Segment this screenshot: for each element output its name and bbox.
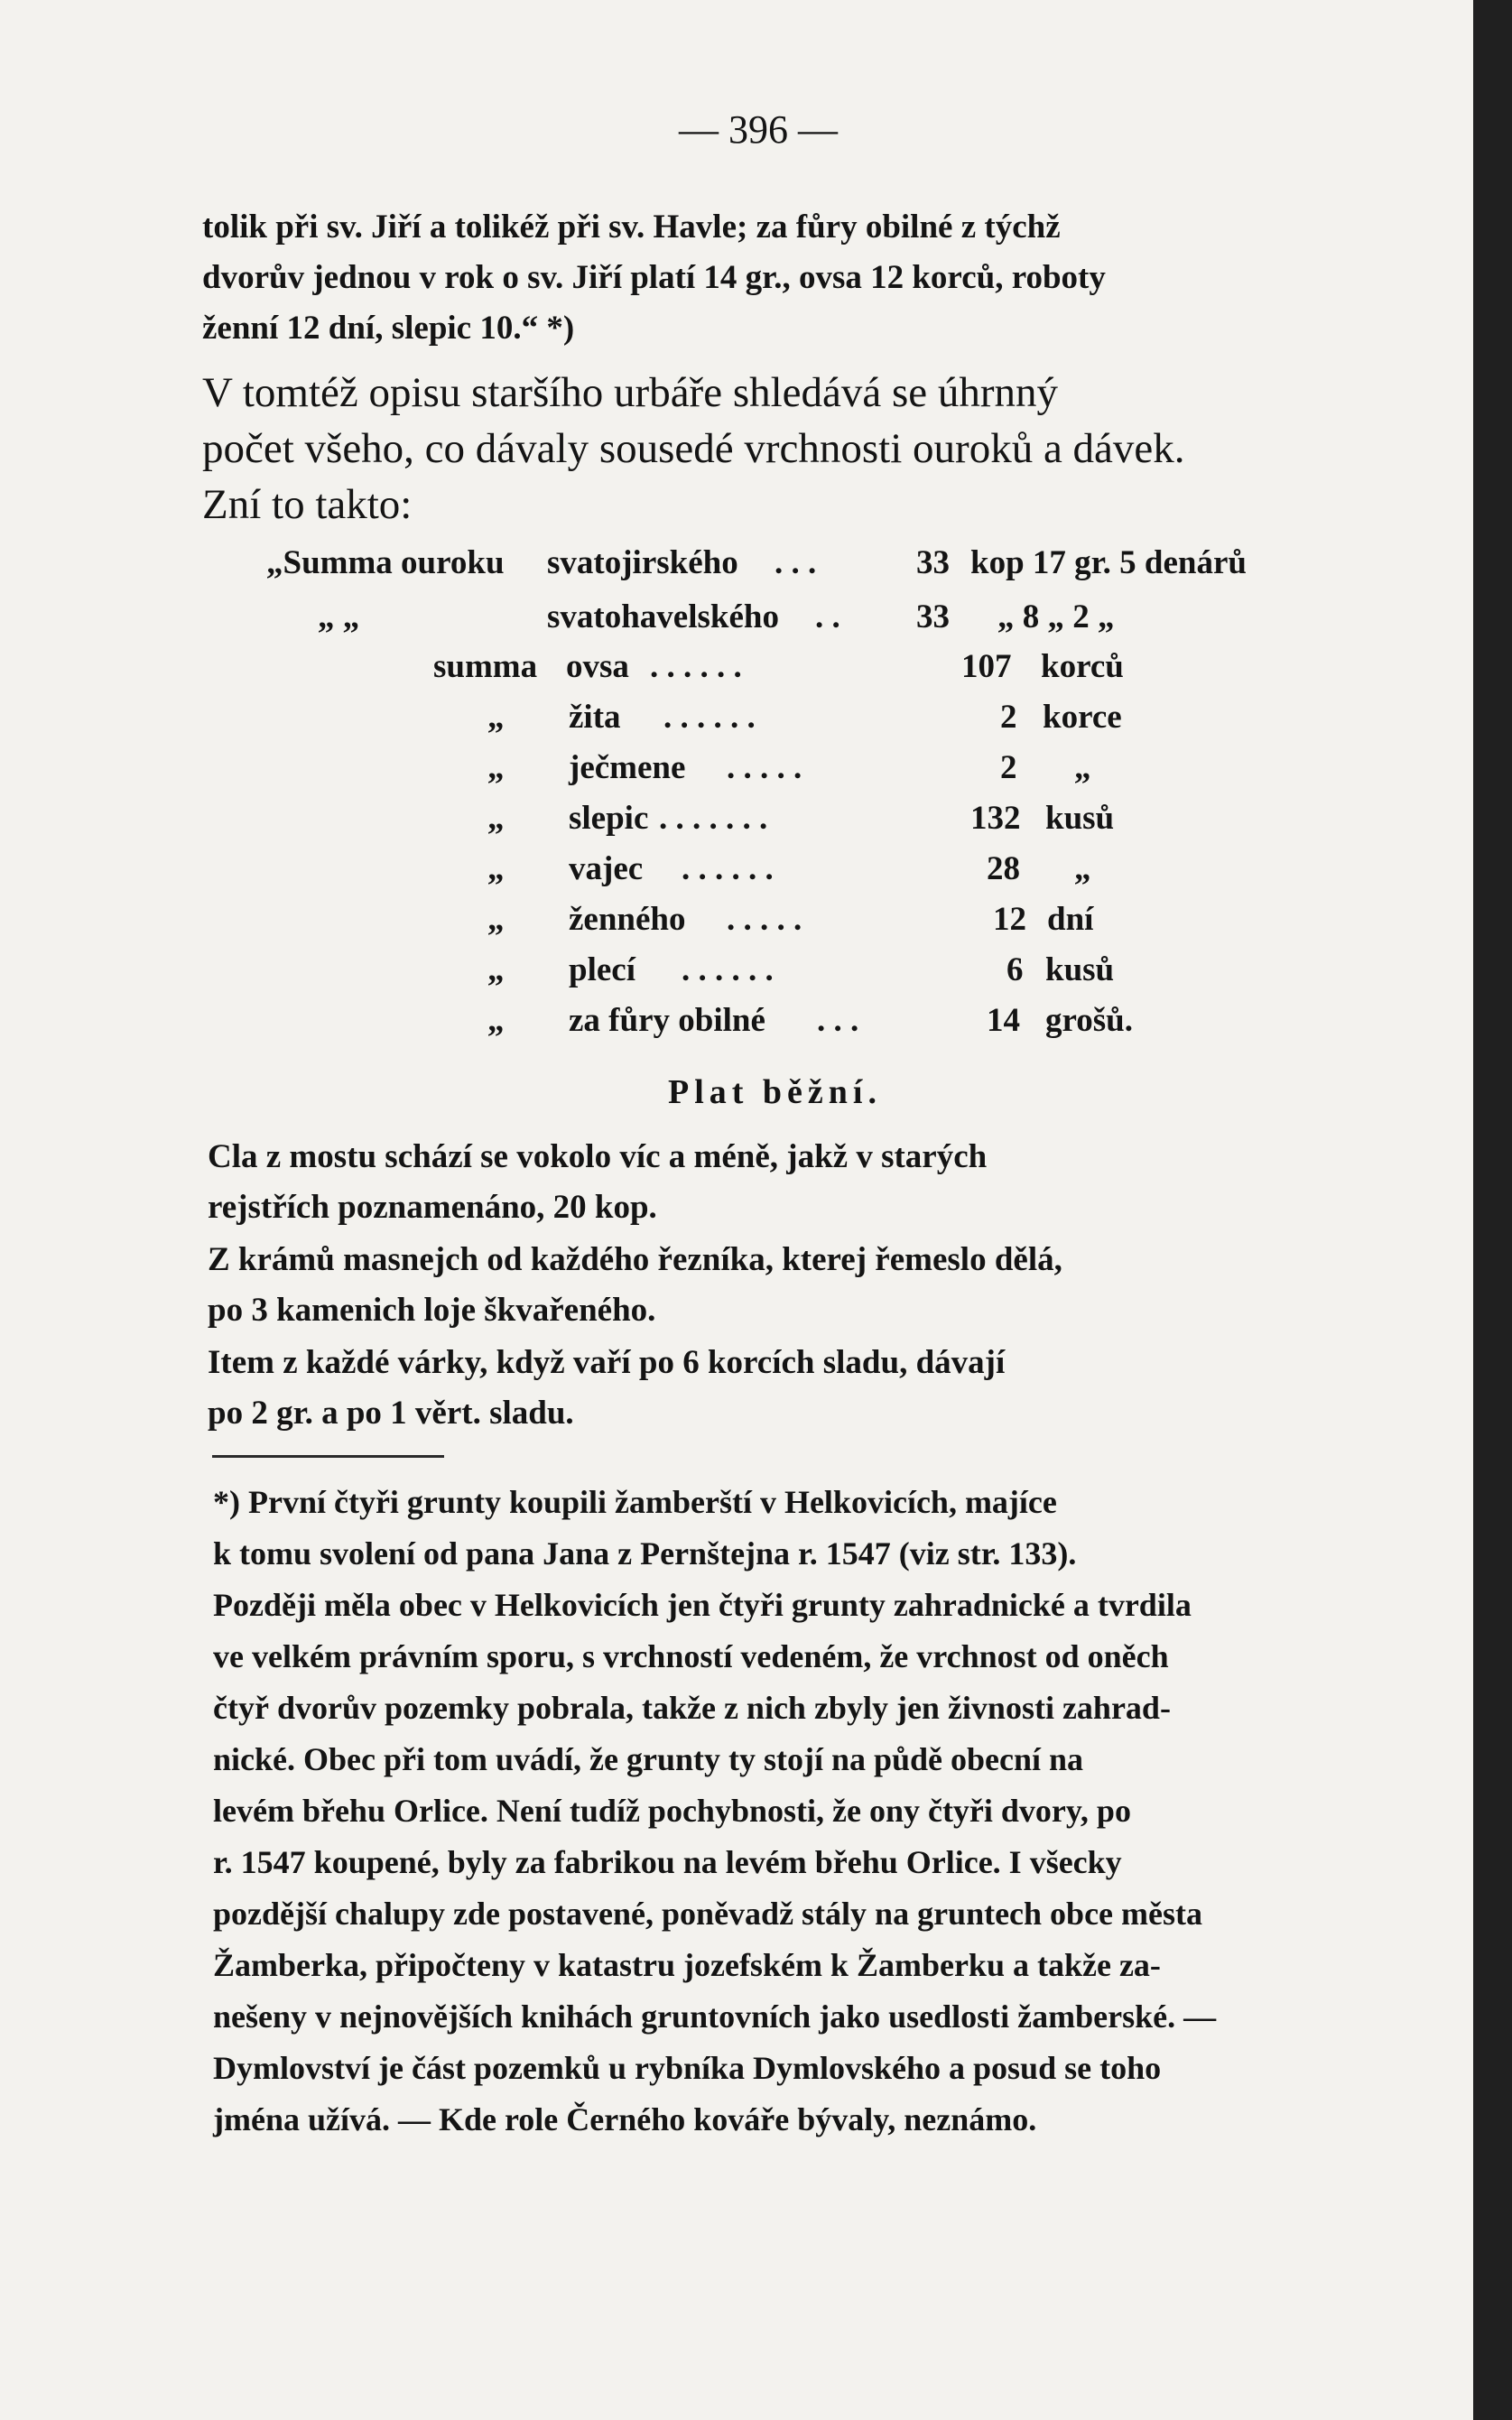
summary-prefix: „ „ [318, 598, 360, 635]
summary-amount: 107 [961, 648, 1012, 685]
summary-prefix: „ [487, 800, 505, 837]
summary-dots: . . [815, 598, 840, 635]
summary-amount: 33 [916, 544, 950, 581]
main-line: Zní to takto: [202, 481, 413, 528]
payment-paragraph [208, 1235, 1368, 1336]
summary-unit: „ [1074, 749, 1091, 786]
summary-item: ječmene [569, 749, 686, 786]
summary-item: ovsa [566, 648, 629, 685]
summary-amount: 33 [916, 598, 950, 635]
summary-prefix: „ [487, 850, 505, 887]
summary-prefix: „ [487, 901, 505, 938]
footnote-line: nické. Obec při tom uvádí, že grunty ty stojí na půdě obecní na [213, 1741, 1084, 1777]
summary-amount: 132 [970, 800, 1021, 837]
summary-amount: 2 [1000, 699, 1017, 736]
summary-item: plecí [569, 951, 635, 988]
summary-amount: 2 [1000, 749, 1017, 786]
summary-item: svatojirského [547, 544, 738, 581]
summary-unit: kop 17 gr. 5 denárů [970, 544, 1248, 581]
footnote-line: pozdější chalupy zde postavené, poněvadž stály na gruntech obce města [213, 1896, 1202, 1932]
footnote-line: levém břehu Orlice. Není tudíž pochybnosti, že ony čtyři dvory, po [213, 1793, 1131, 1829]
summary-prefix: „ [487, 1002, 505, 1039]
summary-unit: kusů [1045, 951, 1115, 988]
summary-dots: . . . . . . [650, 648, 742, 685]
footnote-line: Dymlovství je část pozemků u rybníka Dymlovského a posud se toho [213, 2050, 1162, 2086]
summary-unit: kusů [1045, 800, 1115, 837]
summary-unit: grošů. [1045, 1002, 1133, 1039]
summary-unit: „ 8 „ 2 „ [997, 598, 1115, 635]
summary-prefix: „ [487, 951, 505, 988]
summary-amount: 6 [1006, 951, 1024, 988]
payment-line: po 2 gr. a po 1 věrt. sladu. [208, 1395, 574, 1432]
footnote-line: nešeny v nejnovějších knihách gruntovních jako usedlosti žamberské. — [213, 1998, 1217, 2035]
payment-paragraph [208, 1132, 1368, 1233]
summary-dots: . . . . . . [682, 850, 774, 887]
footnote-line: ve velkém právním sporu, s vrchností vedeném, že vrchnost od oněch [213, 1638, 1169, 1674]
main-paragraph [202, 365, 1362, 533]
payment-paragraph [208, 1338, 1368, 1439]
summary-amount: 12 [993, 901, 1026, 938]
summary-prefix: summa [433, 648, 538, 685]
footnote-line: *) První čtyři grunty koupili žamberští v Helkovicích, majíce [213, 1484, 1057, 1520]
summary-unit: korců [1041, 648, 1124, 685]
summary-dots: . . . [817, 1002, 859, 1039]
footnote [213, 1477, 1364, 2146]
footnote-line: k tomu svolení od pana Jana z Pernštejna r. 1547 (viz str. 133). [213, 1535, 1077, 1572]
summary-dots: . . . . . [727, 901, 802, 938]
summary-item: slepic [569, 800, 649, 837]
summary-item: ženného [569, 901, 686, 938]
summary-item: za fůry obilné [569, 1002, 765, 1039]
payment-line: Cla z mostu schází se vokolo víc a méně, jakž v starých [208, 1138, 988, 1175]
payment-line: Z krámů masnejch od každého řezníka, kterej řemeslo dělá, [208, 1241, 1062, 1278]
intro-line: dvorův jednou v rok o sv. Jiří platí 14 gr., ovsa 12 korců, roboty [202, 259, 1106, 296]
summary-item: vajec [569, 850, 644, 887]
footnote-line: čtyř dvorův pozemky pobrala, takže z nich zbyly jen živnosti zahrad- [213, 1690, 1171, 1726]
intro-line: ženní 12 dní, slepic 10.“ *) [202, 310, 575, 347]
footnote-line: Žamberka, připočteny v katastru jozefském k Žamberku a takže za- [213, 1947, 1161, 1983]
main-line: V tomtéž opisu staršího urbáře shledává se úhrnný [202, 369, 1059, 416]
page-edge-shadow [1473, 0, 1512, 2420]
payment-line: Item z každé várky, když vaří po 6 korcích sladu, dávají [208, 1344, 1006, 1381]
summary-item: žita [569, 699, 621, 736]
summary-prefix: „ [487, 749, 505, 786]
main-line: počet všeho, co dávaly sousedé vrchnosti ouroků a dávek. [202, 425, 1185, 472]
summary-dots: . . . . . . [663, 699, 756, 736]
summary-amount: 28 [987, 850, 1020, 887]
footnote-line: Později měla obec v Helkovicích jen čtyři grunty zahradnické a tvrdila [213, 1587, 1192, 1623]
intro-paragraph [202, 202, 1367, 354]
summary-dots: . . . [775, 544, 817, 581]
summary-amount: 14 [987, 1002, 1020, 1039]
payment-line: rejstřích poznamenáno, 20 kop. [208, 1189, 657, 1226]
summary-item: svatohavelského [547, 598, 779, 635]
payment-line: po 3 kamenich loje škvařeného. [208, 1292, 656, 1329]
page-number: — 396 — [679, 107, 838, 152]
summary-unit: korce [1043, 699, 1122, 736]
summary-dots: . . . . . [727, 749, 802, 786]
footnote-line: jména užívá. — Kde role Černého kováře bývaly, neznámo. [213, 2101, 1037, 2137]
summary-dots: . . . . . . . [659, 800, 768, 837]
summary-unit: dní [1047, 901, 1094, 938]
footnote-line: r. 1547 koupené, byly za fabrikou na levém břehu Orlice. I všecky [213, 1844, 1122, 1880]
intro-line: tolik při sv. Jiří a tolikéž při sv. Havle; za fůry obilné z týchž [202, 209, 1061, 246]
summary-unit: „ [1074, 850, 1091, 887]
summary-dots: . . . . . . [682, 951, 774, 988]
summary-prefix: „ [487, 699, 505, 736]
summary-prefix: „Summa ouroku [266, 544, 505, 581]
section-heading: Plat běžní. [668, 1073, 882, 1111]
footnote-divider [212, 1455, 444, 1458]
